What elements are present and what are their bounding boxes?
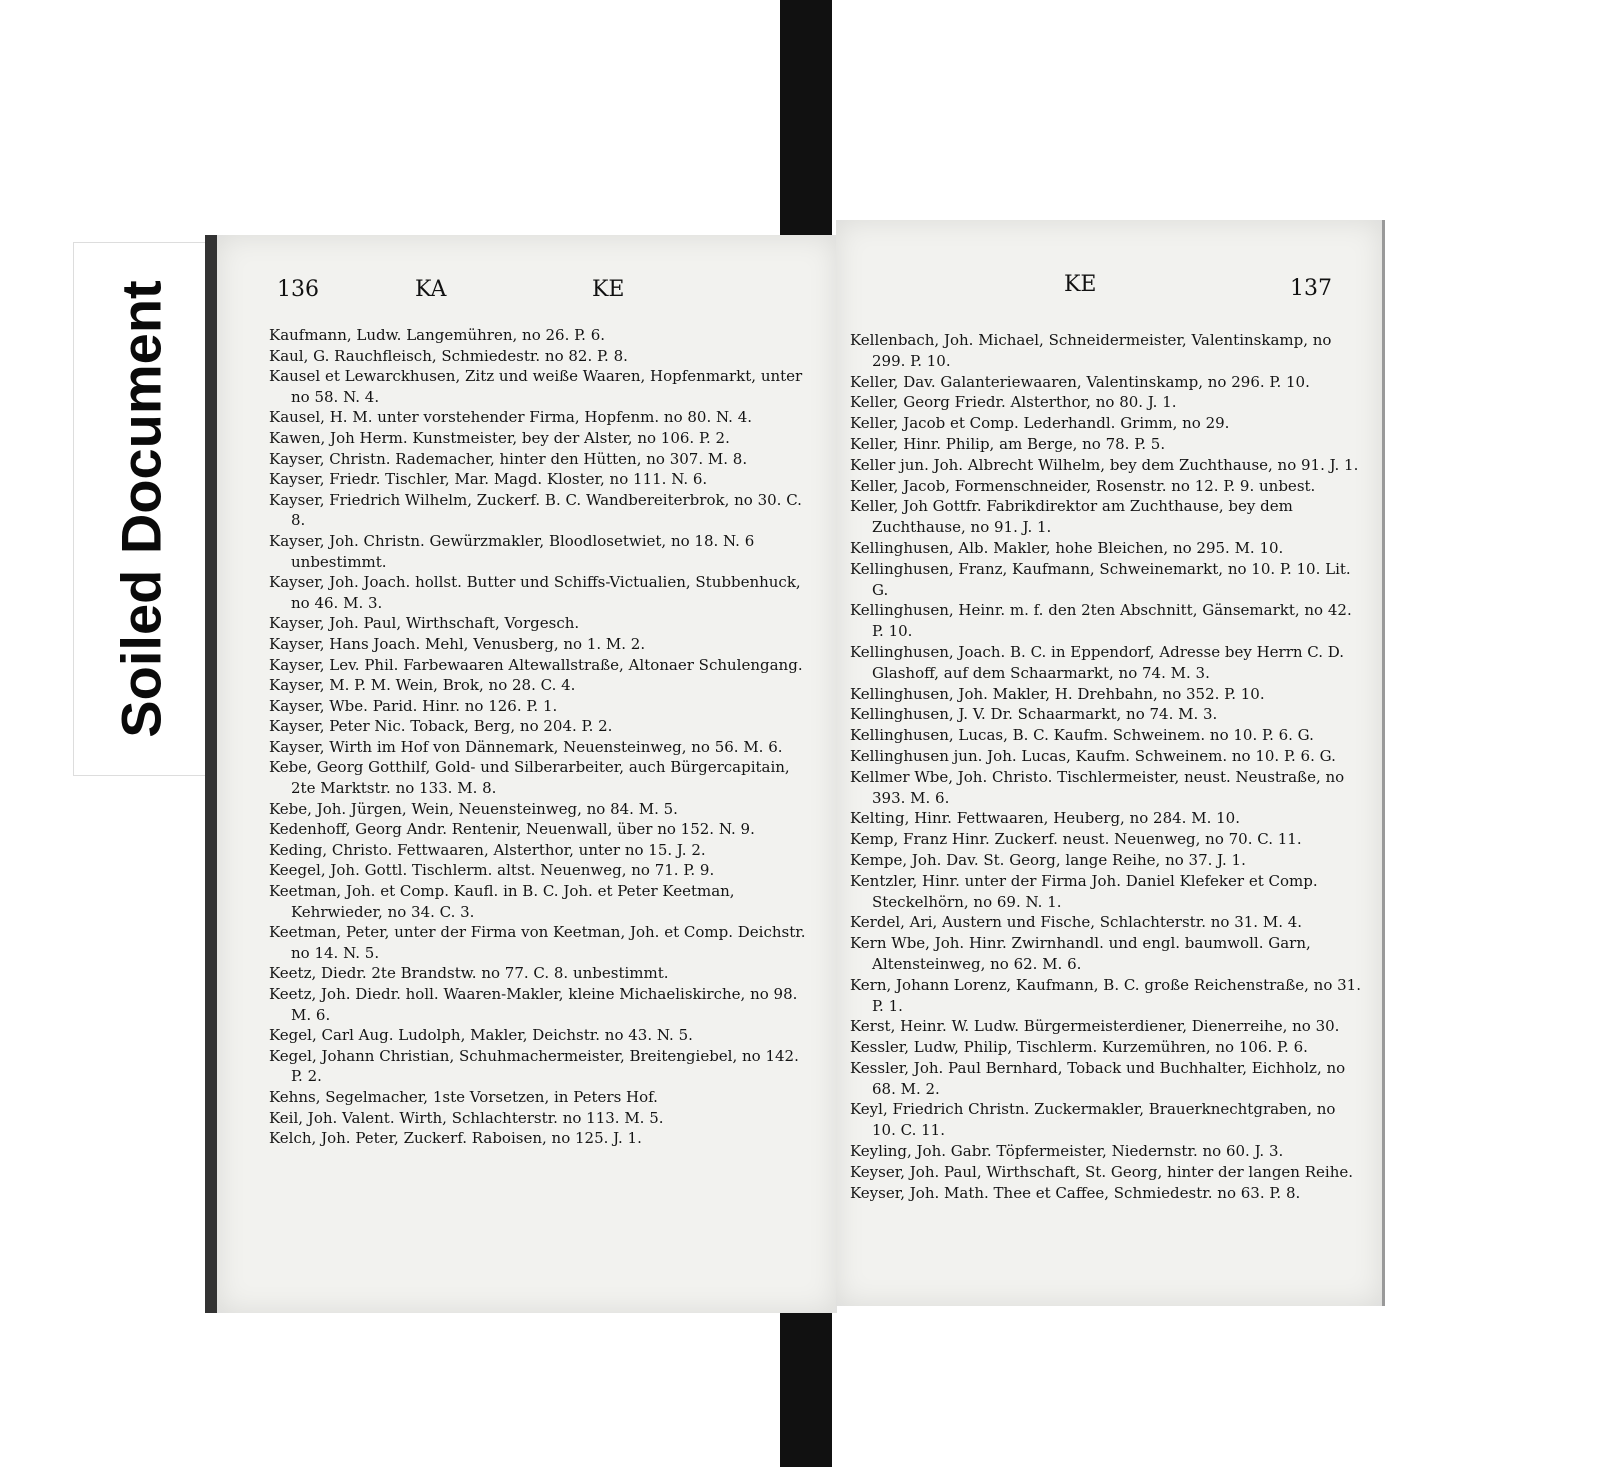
left-page — [205, 235, 837, 1313]
directory-entry: Kayser, Friedr. Tischler, Mar. Magd. Kloster, no 111. N. 6. — [269, 470, 708, 489]
directory-entry: Kellinghusen, Alb. Makler, hohe Bleichen, no 295. M. 10. — [850, 538, 1284, 557]
directory-entry: Keller, Hinr. Philip, am Berge, no 78. P. 5. — [850, 434, 1166, 453]
left-entry-list — [269, 325, 809, 1149]
page-number-left: 136 — [277, 277, 319, 302]
directory-entry: Kayser, Joh. Joach. hollst. Butter und Schiffs-Victualien, Stubbenhuck, no 46. M. 3. — [269, 573, 801, 612]
directory-entry: Kellmer Wbe, Joh. Christo. Tischlermeister, neust. Neustraße, no 393. M. 6. — [850, 767, 1345, 807]
directory-entry: Keetman, Peter, unter der Firma von Keetman, Joh. et Comp. Deichstr. no 14. N. 5. — [269, 923, 806, 962]
running-head-ka: KA — [415, 277, 447, 302]
page-number-right: 137 — [1290, 276, 1332, 301]
directory-entry: Kebe, Joh. Jürgen, Wein, Neuensteinweg, no 84. M. 5. — [269, 799, 678, 818]
directory-entry: Kehns, Segelmacher, 1ste Vorsetzen, in Peters Hof. — [269, 1087, 658, 1106]
directory-entry: Kern, Johann Lorenz, Kaufmann, B. C. große Reichenstraße, no 31. P. 1. — [850, 975, 1361, 1015]
directory-entry: Kayser, Wbe. Parid. Hinr. no 126. P. 1. — [269, 696, 558, 715]
directory-entry: Kellinghusen jun. Joh. Lucas, Kaufm. Schweinem. no 10. P. 6. G. — [850, 746, 1336, 765]
right-page — [836, 220, 1385, 1306]
directory-entry: Kemp, Franz Hinr. Zuckerf. neust. Neuenweg, no 70. C. 11. — [850, 830, 1302, 849]
directory-entry: Kayser, Joh. Christn. Gewürzmakler, Bloodlosetwiet, no 18. N. 6 unbestimmt. — [269, 531, 755, 571]
directory-entry: Kayser, Lev. Phil. Farbewaaren Altewallstraße, Altonaer Schulengang. — [269, 655, 803, 674]
directory-entry: Keyser, Joh. Math. Thee et Caffee, Schmiedestr. no 63. P. 8. — [850, 1183, 1301, 1202]
directory-entry: Kegel, Johann Christian, Schuhmachermeister, Breitengiebel, no 142. P. 2. — [269, 1046, 799, 1086]
directory-entry: Kern Wbe, Joh. Hinr. Zwirnhandl. und engl. baumwoll. Garn, Altensteinweg, no 62. M. 6. — [850, 934, 1311, 973]
directory-entry: Kellinghusen, Joach. B. C. in Eppendorf, Adresse bey Herrn C. D. Glashoff, auf dem Schaarmarkt, no 74. M. 3. — [850, 642, 1345, 682]
directory-entry: Keller, Jacob et Comp. Lederhandl. Grimm, no 29. — [850, 414, 1230, 433]
directory-entry: Keil, Joh. Valent. Wirth, Schlachterstr. no 113. M. 5. — [269, 1108, 664, 1127]
directory-entry: Keller jun. Joh. Albrecht Wilhelm, bey dem Zuchthause, no 91. J. 1. — [850, 455, 1359, 474]
directory-entry: Kessler, Ludw, Philip, Tischlerm. Kurzemühren, no 106. P. 6. — [850, 1038, 1308, 1057]
directory-entry: Keller, Joh Gottfr. Fabrikdirektor am Zuchthause, bey dem Zuchthause, no 91. J. 1. — [850, 497, 1293, 537]
directory-entry: Kedenhoff, Georg Andr. Rentenir, Neuenwall, über no 152. N. 9. — [269, 820, 755, 839]
directory-entry: Kebe, Georg Gotthilf, Gold- und Silberarbeiter, auch Bürgercapitain, 2te Marktstr. no 133. M. 8. — [269, 758, 790, 798]
directory-entry: Kentzler, Hinr. unter der Firma Joh. Daniel Klefeker et Comp. Steckelhörn, no 69. N. 1. — [850, 871, 1318, 911]
directory-entry: Kessler, Joh. Paul Bernhard, Toback und Buchhalter, Eichholz, no 68. M. 2. — [850, 1058, 1346, 1098]
directory-entry: Kawen, Joh Herm. Kunstmeister, bey der Alster, no 106. P. 2. — [269, 428, 730, 447]
directory-entry: Kaufmann, Ludw. Langemühren, no 26. P. 6. — [269, 326, 606, 344]
directory-entry: Keller, Jacob, Formenschneider, Rosenstr. no 12. P. 9. unbest. — [850, 476, 1316, 495]
directory-entry: Kayser, Joh. Paul, Wirthschaft, Vorgesch. — [269, 614, 580, 633]
directory-entry: Kellinghusen, Joh. Makler, H. Drehbahn, no 352. P. 10. — [850, 684, 1265, 703]
directory-entry: Keller, Georg Friedr. Alsterthor, no 80. J. 1. — [850, 393, 1177, 412]
directory-entry: Kellinghusen, Lucas, B. C. Kaufm. Schweinem. no 10. P. 6. G. — [850, 726, 1314, 745]
directory-entry: Keding, Christo. Fettwaaren, Alsterthor, unter no 15. J. 2. — [269, 840, 706, 859]
directory-entry: Kelch, Joh. Peter, Zuckerf. Raboisen, no 125. J. 1. — [269, 1129, 642, 1148]
condition-label — [74, 243, 208, 775]
directory-entry: Kellinghusen, Franz, Kaufmann, Schweinemarkt, no 10. P. 10. Lit. G. — [850, 559, 1351, 599]
directory-entry: Kayser, Peter Nic. Toback, Berg, no 204. P. 2. — [269, 717, 613, 736]
directory-entry: Keetz, Diedr. 2te Brandstw. no 77. C. 8. unbestimmt. — [269, 964, 669, 983]
directory-entry: Kellinghusen, J. V. Dr. Schaarmarkt, no 74. M. 3. — [850, 705, 1218, 724]
directory-entry: Kayser, Christn. Rademacher, hinter den Hütten, no 307. M. 8. — [269, 449, 748, 468]
directory-entry: Kayser, Friedrich Wilhelm, Zuckerf. B. C. Wandbereiterbrok, no 30. C. 8. — [269, 490, 802, 530]
right-entry-list — [850, 330, 1364, 1203]
directory-entry: Kaul, G. Rauchfleisch, Schmiedestr. no 82. P. 8. — [269, 346, 628, 365]
right-page-header — [836, 220, 1382, 301]
left-page-header — [217, 235, 837, 305]
directory-entry: Kegel, Carl Aug. Ludolph, Makler, Deichstr. no 43. N. 5. — [269, 1026, 693, 1045]
directory-entry: Kerst, Heinr. W. Ludw. Bürgermeisterdiener, Dienerreihe, no 30. — [850, 1017, 1340, 1036]
directory-entry: Keller, Dav. Galanteriewaaren, Valentinskamp, no 296. P. 10. — [850, 372, 1310, 391]
running-head-ke-right: KE — [1064, 272, 1097, 297]
directory-entry: Keetman, Joh. et Comp. Kaufl. in B. C. Joh. et Peter Keetman, Kehrwieder, no 34. C. 3. — [269, 882, 735, 921]
directory-entry: Keetz, Joh. Diedr. holl. Waaren-Makler, kleine Michaeliskirche, no 98. M. 6. — [269, 985, 798, 1024]
directory-entry: Kausel, H. M. unter vorstehender Firma, Hopfenm. no 80. N. 4. — [269, 408, 753, 427]
directory-entry: Kellinghusen, Heinr. m. f. den 2ten Abschnitt, Gänsemarkt, no 42. P. 10. — [850, 601, 1352, 641]
directory-entry: Kayser, Wirth im Hof von Dännemark, Neuensteinweg, no 56. M. 6. — [269, 737, 783, 756]
directory-entry: Kellenbach, Joh. Michael, Schneidermeister, Valentinskamp, no 299. P. 10. — [850, 331, 1332, 370]
directory-entry: Keyl, Friedrich Christn. Zuckermakler, Brauerknechtgraben, no 10. C. 11. — [850, 1100, 1336, 1140]
directory-entry: Kayser, Hans Joach. Mehl, Venusberg, no 1. M. 2. — [269, 634, 646, 653]
directory-entry: Keegel, Joh. Gottl. Tischlerm. altst. Neuenweg, no 71. P. 9. — [269, 861, 715, 880]
directory-entry: Kayser, M. P. M. Wein, Brok, no 28. C. 4. — [269, 676, 576, 695]
directory-entry: Kausel et Lewarckhusen, Zitz und weiße Waaren, Hopfenmarkt, unter no 58. N. 4. — [269, 367, 803, 406]
directory-entry: Kempe, Joh. Dav. St. Georg, lange Reihe, no 37. J. 1. — [850, 850, 1246, 869]
running-head-ke-left: KE — [592, 277, 625, 302]
directory-entry: Keyling, Joh. Gabr. Töpfermeister, Niedernstr. no 60. J. 3. — [850, 1142, 1284, 1161]
directory-entry: Keyser, Joh. Paul, Wirthschaft, St. Georg, hinter der langen Reihe. — [850, 1162, 1354, 1181]
condition-label-text: Soiled Document — [109, 280, 173, 738]
directory-entry: Kerdel, Ari, Austern und Fische, Schlachterstr. no 31. M. 4. — [850, 913, 1303, 932]
directory-entry: Kelting, Hinr. Fettwaaren, Heuberg, no 284. M. 10. — [850, 809, 1240, 828]
